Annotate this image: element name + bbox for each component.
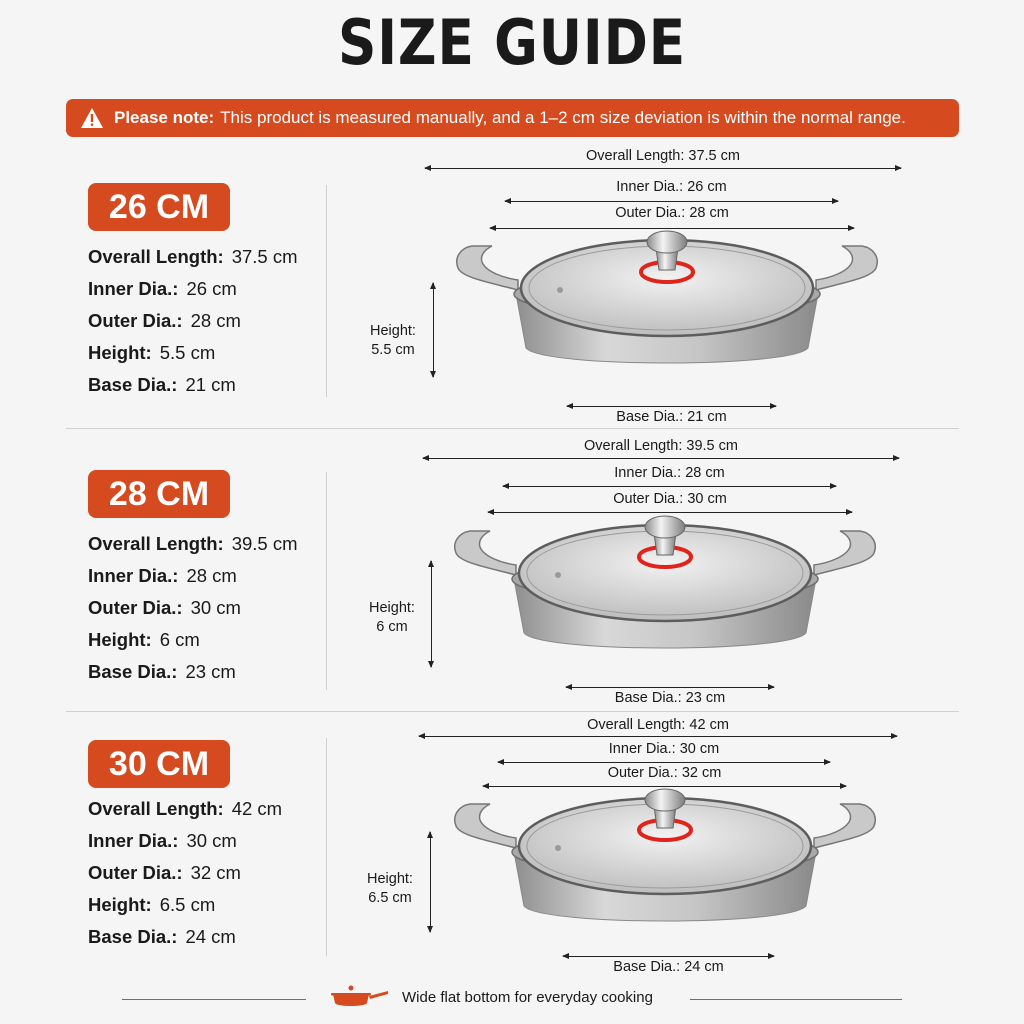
pan-image — [452, 228, 884, 408]
frying-pan-icon — [330, 985, 390, 1011]
spec-height — [88, 889, 282, 921]
overall-length-label: Overall Length: 37.5 cm — [586, 148, 740, 164]
spec-label: Height: — [88, 342, 152, 363]
spec-base-dia — [88, 921, 282, 953]
spec-value: 6 cm — [159, 629, 200, 650]
inner-dia-arrow — [503, 486, 836, 487]
height-label-value: 5.5 cm — [371, 342, 415, 358]
spec-value: 26 cm — [186, 278, 237, 299]
height-label-key: Height: — [369, 600, 415, 616]
overall-length-label: Overall Length: 39.5 cm — [584, 438, 738, 454]
spec-label: Height: — [88, 894, 152, 915]
spec-label: Inner Dia.: — [88, 278, 179, 299]
spec-value: 28 cm — [190, 310, 241, 331]
page-title: SIZE GUIDE — [337, 6, 687, 79]
spec-label: Base Dia.: — [88, 926, 178, 947]
spec-list — [88, 793, 282, 953]
size-badge: 26 CM — [88, 183, 230, 231]
spec-height — [88, 624, 298, 656]
spec-list — [88, 241, 298, 401]
inner-dia-label: Inner Dia.: 30 cm — [608, 741, 720, 757]
inner-dia-label: Inner Dia.: 28 cm — [614, 465, 725, 481]
height-label — [359, 599, 425, 637]
spec-inner-dia — [88, 825, 282, 857]
divider — [326, 472, 327, 690]
inner-dia-arrow — [505, 201, 838, 202]
base-dia-arrow — [563, 956, 774, 957]
footer-line-right — [690, 999, 902, 1000]
spec-label: Outer Dia.: — [88, 862, 183, 883]
spec-label: Outer Dia.: — [88, 597, 183, 618]
overall-length-arrow — [423, 458, 899, 459]
spec-value: 28 cm — [186, 565, 237, 586]
spec-value: 21 cm — [185, 374, 236, 395]
size-badge: 28 CM — [88, 470, 230, 518]
height-label — [357, 870, 423, 908]
spec-label: Outer Dia.: — [88, 310, 183, 331]
note-banner — [66, 99, 959, 137]
base-dia-arrow — [567, 406, 776, 407]
spec-value: 37.5 cm — [231, 246, 298, 267]
spec-overall-length — [88, 528, 298, 560]
height-arrow — [430, 832, 431, 932]
height-label-value: 6 cm — [376, 619, 408, 635]
height-label — [360, 322, 426, 360]
base-dia-arrow — [566, 687, 774, 688]
warning-icon — [80, 107, 104, 129]
spec-outer-dia — [88, 592, 298, 624]
note-label: Please note: — [114, 108, 215, 127]
spec-label: Base Dia.: — [88, 374, 178, 395]
height-label-value: 6.5 cm — [368, 890, 412, 906]
divider — [326, 738, 327, 956]
spec-value: 42 cm — [231, 798, 283, 819]
pan-image — [450, 786, 882, 966]
footer-text: Wide flat bottom for everyday cooking — [402, 989, 653, 1006]
base-dia-label: Base Dia.: 24 cm — [613, 959, 724, 975]
base-dia-label: Base Dia.: 23 cm — [614, 690, 726, 706]
overall-length-label: Overall Length: 42 cm — [587, 717, 729, 733]
pan-image — [450, 513, 882, 693]
spec-overall-length — [88, 793, 282, 825]
spec-label: Inner Dia.: — [88, 565, 179, 586]
overall-length-arrow — [419, 736, 897, 737]
overall-length-arrow — [425, 168, 901, 169]
footer-line-left — [122, 999, 306, 1000]
spec-label: Overall Length: — [88, 798, 224, 819]
height-arrow — [433, 283, 434, 377]
divider — [326, 185, 327, 397]
note-text: This product is measured manually, and a 1–2 cm size deviation is within the normal range. — [220, 108, 906, 127]
spec-value: 30 cm — [190, 597, 241, 618]
spec-height — [88, 337, 298, 369]
spec-outer-dia — [88, 305, 298, 337]
base-dia-label: Base Dia.: 21 cm — [616, 409, 727, 425]
inner-dia-arrow — [498, 762, 830, 763]
spec-label: Height: — [88, 629, 152, 650]
spec-label: Overall Length: — [88, 533, 224, 554]
spec-base-dia — [88, 656, 298, 688]
height-arrow — [431, 561, 432, 667]
section-separator — [66, 428, 959, 429]
spec-value: 30 cm — [186, 830, 237, 851]
height-label-key: Height: — [367, 871, 413, 887]
inner-dia-label: Inner Dia.: 26 cm — [616, 179, 727, 195]
spec-value: 23 cm — [185, 661, 236, 682]
spec-inner-dia — [88, 273, 298, 305]
spec-value: 5.5 cm — [159, 342, 216, 363]
footer — [0, 984, 1024, 1014]
height-label-key: Height: — [370, 323, 416, 339]
spec-overall-length — [88, 241, 298, 273]
outer-dia-label: Outer Dia.: 28 cm — [615, 205, 729, 221]
section-separator — [66, 711, 959, 712]
spec-base-dia — [88, 369, 298, 401]
spec-inner-dia — [88, 560, 298, 592]
spec-label: Base Dia.: — [88, 661, 178, 682]
outer-dia-label: Outer Dia.: 30 cm — [613, 491, 727, 507]
outer-dia-label: Outer Dia.: 32 cm — [607, 765, 722, 781]
spec-value: 32 cm — [190, 862, 241, 883]
spec-label: Inner Dia.: — [88, 830, 179, 851]
spec-outer-dia — [88, 857, 282, 889]
spec-list — [88, 528, 298, 688]
spec-label: Overall Length: — [88, 246, 224, 267]
size-badge: 30 CM — [88, 740, 230, 788]
spec-value: 39.5 cm — [231, 533, 298, 554]
spec-value: 24 cm — [185, 926, 236, 947]
spec-value: 6.5 cm — [159, 894, 216, 915]
